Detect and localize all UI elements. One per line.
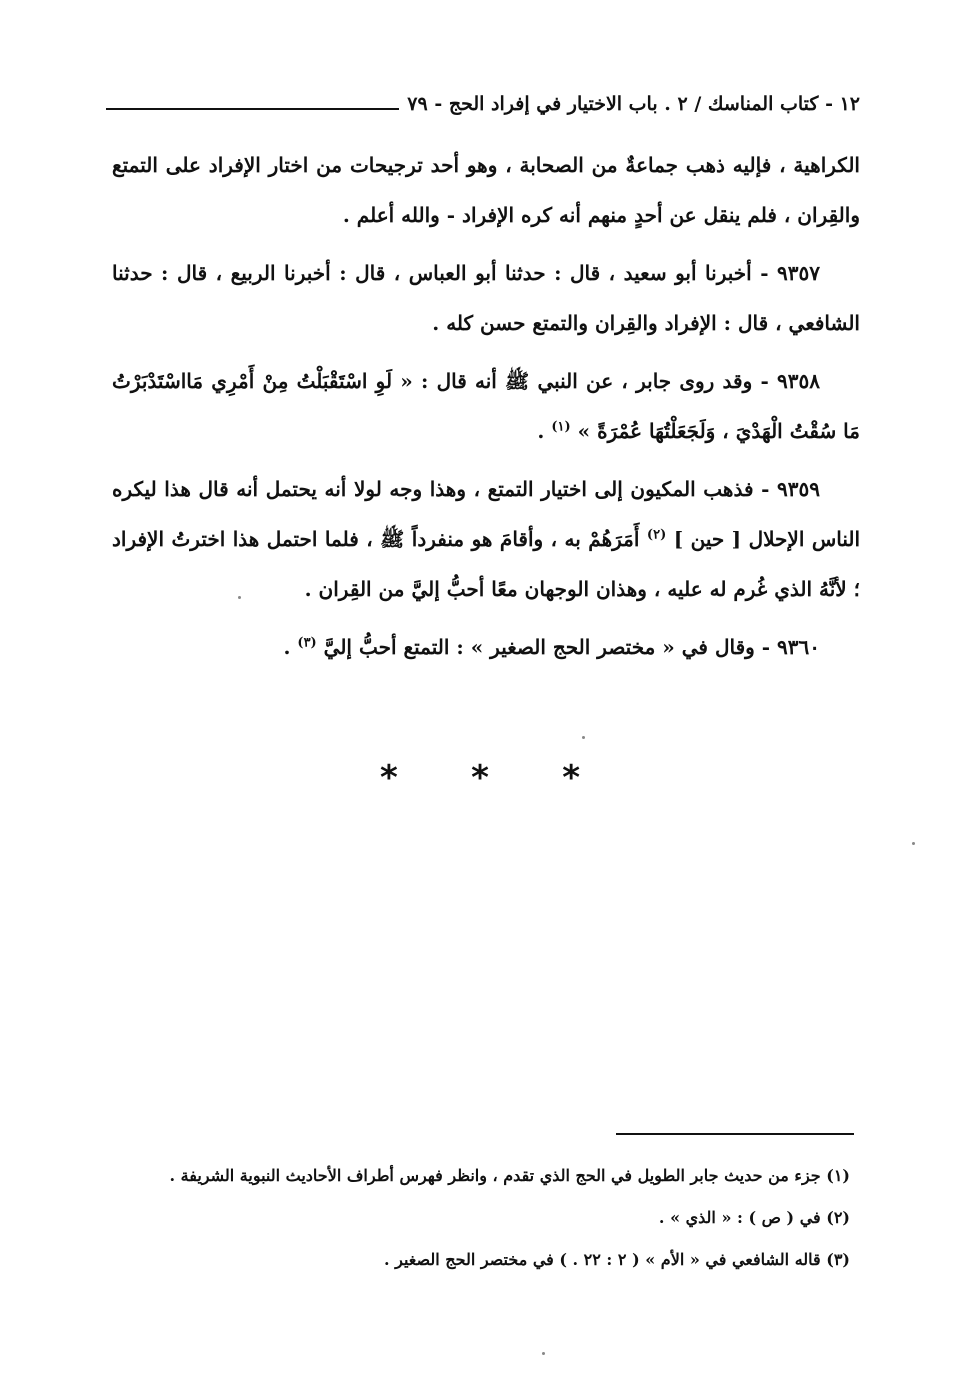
section-ornament [380,758,580,798]
paragraph-continuation [112,140,860,240]
header-rule [106,108,399,110]
paragraph-number: ٩٣٥٨ [777,369,820,393]
main-text [112,140,860,680]
footnote-text: في ( ص ) : « الذي » . [658,1208,821,1227]
footnote-ref[interactable]: (٢) [646,527,667,543]
paragraph-text: ، فلما احتمل هذا اخترتُ الإفراد ؛ لأنَّهُ الذي غُرم له عليه ، وهذان الوجهان معًا أحبُّ إليَّ من القِران . [112,527,860,601]
paragraph-text: - أخبرنا أبو سعيد ، قال : حدثنا أبو العباس ، قال : أخبرنا الربيع ، قال : حدثنا الشافعي ، قال : الإفراد والقِران والتمتع حسن كله . [112,261,860,335]
hadith-text: أنه قال : « لَوِ اسْتَقْبَلْتُ مِنْ أَمْرِي مَااسْتَدْبَرْتُ مَا سُقْتُ الْهَدْيَ ، وَلَجَعَلْتُهَا عُمْرَةً » [112,369,860,443]
running-header [106,86,860,116]
footnote-label: (٢) [826,1208,850,1227]
footnote-2 [112,1200,850,1236]
footnote-separator [616,1133,854,1135]
scan-speck [912,842,915,845]
paragraph-text: - وقال في « مختصر الحج الصغير » : التمتع أحبُّ إليَّ [323,635,771,659]
paragraph-text: الكراهية ، فإليه ذهب جماعةٌ من الصحابة ، وهو أحد ترجيحات من اختار الإفراد على التمتع والقِران ، فلم ينقل عن أحدٍ منهم أنه كره الإفراد - والله أعلم . [112,153,860,227]
salawat-symbol: ﷺ [380,527,405,551]
paragraph-number: ٩٣٥٩ [777,477,820,501]
asterisk-ornament: * [380,758,398,798]
paragraph-number: ٩٣٦٠ [777,635,820,659]
salawat-symbol: ﷺ [505,369,530,393]
footnote-ref[interactable]: (٣) [297,635,317,651]
footnote-ref[interactable]: (١) [551,419,571,435]
paragraph-9359 [112,464,860,614]
footnote-3 [112,1242,850,1278]
footnotes [112,1158,850,1284]
footnote-text: جزء من حديث جابر الطويل في الحج الذي تقدم ، وانظر فهرس أطراف الأحاديث النبوية الشريفة . [169,1166,821,1185]
scan-speck [238,596,241,599]
footnote-text: قاله الشافعي في « الأم » ( ٢ : ٢٢ . ) في مختصر الحج الصغير . [384,1250,821,1269]
footnote-label: (٣) [826,1250,850,1269]
scan-speck [582,736,585,739]
asterisk-ornament: * [471,758,489,798]
scan-speck [542,1352,545,1355]
paragraph-text: - وقد روى جابر ، عن النبي [537,369,769,393]
footnote-1 [112,1158,850,1194]
header-title: ١٢ - كتاب المناسك / ٢ . باب الاختيار في إفراد الحج - ٧٩ [407,93,860,115]
paragraph-9357 [112,248,860,348]
paragraph-text: - فذهب المكيون إلى اختيار التمتع ، وهذا وجه لولا أنه يحتمل أنه قال هذا ليكره الناس الإحلال [ حين ] [112,477,861,551]
paragraph-number: ٩٣٥٧ [777,261,820,285]
paragraph-end: . [537,419,545,443]
paragraph-9358 [112,356,860,456]
paragraph-text: أَمَرَهُمْ به ، وأقامَ هو منفرداً [411,527,640,551]
paragraph-end: . [283,635,291,659]
paragraph-9360 [112,622,860,672]
footnote-label: (١) [826,1166,850,1185]
asterisk-ornament: * [562,758,580,798]
